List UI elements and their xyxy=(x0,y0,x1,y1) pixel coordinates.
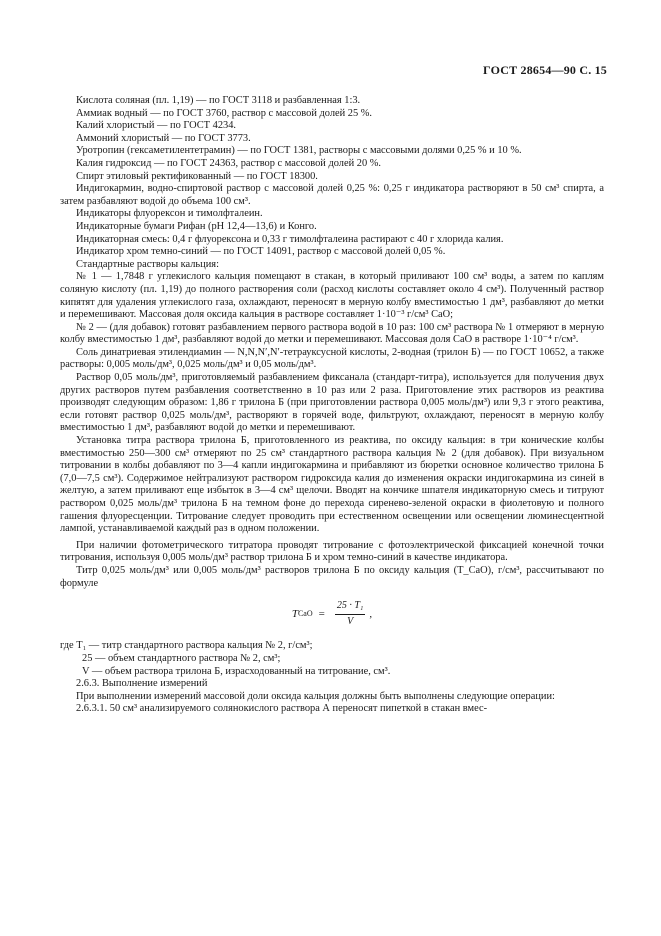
paragraph: № 2 — (для добавок) готовят разбавлением первого раствора водой в 10 раз: 100 см³ раствора № 1 отмеряют в мерную колбу вместимостью 1 дм³, разбавляют водой до метки и перемешивают. Массовая доля СаО в растворе 1·10⁻⁴ г/см³. xyxy=(60,321,604,346)
paragraph: Раствор 0,05 моль/дм³, приготовляемый разбавлением фиксанала (стандарт-титра), используется для получения двух других растворов путем разбавления соответственно в 10 раз или 2 раза. Приготовление этих растворов из реактива производят следующим образом: 1,86 г трилона Б (при приготовлении раствора 0,005 моль/дм³) или 9,3 г этого реактива, если готовят раствор 0,025 моль/дм³, растворяют в горячей воде, фильтруют, охлаждают, переносят в мерную колбу вместимостью 1 дм³, разбавляют водой до метки и перемешивают. xyxy=(60,372,604,434)
paragraph: Калия гидроксид — по ГОСТ 24363, раствор с массовой долей 20 %. xyxy=(76,157,381,169)
legend-line: 25 — объем стандартного раствора № 2, см³; xyxy=(82,652,281,664)
titre-formula xyxy=(60,600,604,628)
paragraph: Индикаторные бумаги Рифан (рН 12,4—13,6) и Конго. xyxy=(76,220,317,232)
formula-fraction xyxy=(335,600,366,628)
paragraph: Аммиак водный — по ГОСТ 3760, раствор с массовой долей 25 %. xyxy=(76,107,373,119)
section-heading: 2.6.3. Выполнение измерений xyxy=(76,678,208,690)
paragraph: Уротропин (гексаметилентетрамин) — по ГОСТ 1381, растворы с массовыми долями 0,25 % и 10 %. xyxy=(76,145,522,157)
paragraph: Спирт этиловый ректификованный — по ГОСТ 18300. xyxy=(76,170,318,182)
paragraph: Индигокармин, водно-спиртовой раствор с массовой долей 0,25 %: 0,25 г индикатора растворяют в 50 см³ спирта, а затем разбавляют водой до объема 100 см³. xyxy=(60,183,604,207)
formula-comma: , xyxy=(369,607,373,620)
paragraph: Калий хлористый — по ГОСТ 4234. xyxy=(76,120,236,132)
section-item: 2.6.3.1. 50 см³ анализируемого солянокислого раствора А переносят пипеткой в стакан вмес- xyxy=(76,703,488,715)
paragraph: Индикаторная смесь: 0,4 г флуорексона и 0,33 г тимолфталеина растирают с 40 г хлорида калия. xyxy=(76,233,504,245)
paragraph: № 1 — 1,7848 г углекислого кальция помещают в стакан, в который приливают 100 см³ воды, а затем по каплям соляную кислоту (пл. 1,19) до полного растворения соли (расход кислоты составляет около 4 см³). Полученный раствор кипятят для удаления углекислого газа, охлаждают, переносят в мерную колбу вместимостью 1 дм³, разбавляют до метки и перемешивают. Массовая доля оксида кальция в растворе составляет 1·10⁻³ г/см³ СаО; xyxy=(60,271,604,321)
paragraph: Кислота соляная (пл. 1,19) — по ГОСТ 3118 и разбавленная 1:3. xyxy=(76,95,361,106)
paragraph: Титр 0,025 моль/дм³ или 0,005 моль/дм³ растворов трилона Б по оксиду кальция (T_CaO), г/см³, рассчитывают по формуле xyxy=(60,564,604,589)
formula-denominator: V xyxy=(347,615,354,627)
formula-equals: = xyxy=(318,607,325,620)
legend-line: V — объем раствора трилона Б, израсходованный на титрование, см³. xyxy=(82,665,391,677)
paragraph: Индикатор хром темно-синий — по ГОСТ 14091, раствор с массовой долей 0,05 %. xyxy=(76,246,446,258)
paragraph: Стандартные растворы кальция: xyxy=(76,258,219,270)
paragraph: Установка титра раствора трилона Б, приготовленного из реактива, по оксиду кальция: в три конические колбы вместимостью 250—300 см³ отмеряют по 25 см³ стандартного раствора кальция № 2 (для добавок). При визуальном титровании в колбы добавляют по 3—4 капли индигокармина и прибавляют из бюретки основное количество трилона Б (7,0—7,5 см³). Содержимое нейтрализуют раствором гидроксида калия до изменения окраски индигокармина из синей в желтую, а затем приливают еще избыток в 3—4 см³ щелочи. Вводят на кончике шпателя индикаторную смесь и титруют раствором 0,025 моль/дм³ трилона Б на темном фоне до перехода сиренево-зеленой окраски в фиолетовую и полного гашения флуоресценции. Титрование следует проводить при естественном освещении или освещении люминесцентной лампой, устанавливаемой каждый раз в одном положении. xyxy=(60,435,604,535)
paragraph: Аммоний хлористый — по ГОСТ 3773. xyxy=(76,132,251,144)
legend-line: где T₁ — титр стандартного раствора кальция № 2, г/см³; xyxy=(60,640,313,652)
formula-numerator: 25 · T₁ xyxy=(335,600,366,615)
paragraph: Соль динатриевая этилендиамин — N,N,N′,N′-тетрауксусной кислоты, 2-водная (трилон Б) — по ГОСТ 10652, а также растворы: 0,005 моль/дм³, 0,025 моль/дм³ и 0,05 моль/дм³. xyxy=(60,346,604,371)
formula-legend xyxy=(60,640,604,678)
section-intro: При выполнении измерений массовой доли оксида кальция должны быть выполнены следующие операции: xyxy=(76,690,555,702)
document-body xyxy=(60,95,604,716)
paragraph: Индикаторы флуорексон и тимолфталеин. xyxy=(76,208,263,220)
paragraph: При наличии фотометрического титратора проводят титрование с фотоэлектрической фиксацией конечной точки титрования, используя 0,005 моль/дм³ раствор трилона Б и хром темно-синий в качестве индикатора. xyxy=(60,539,604,564)
formula-lhs: T xyxy=(291,607,298,620)
formula-lhs-subscript: CaO xyxy=(297,608,313,618)
page-header: ГОСТ 28654—90 С. 15 xyxy=(483,63,607,77)
